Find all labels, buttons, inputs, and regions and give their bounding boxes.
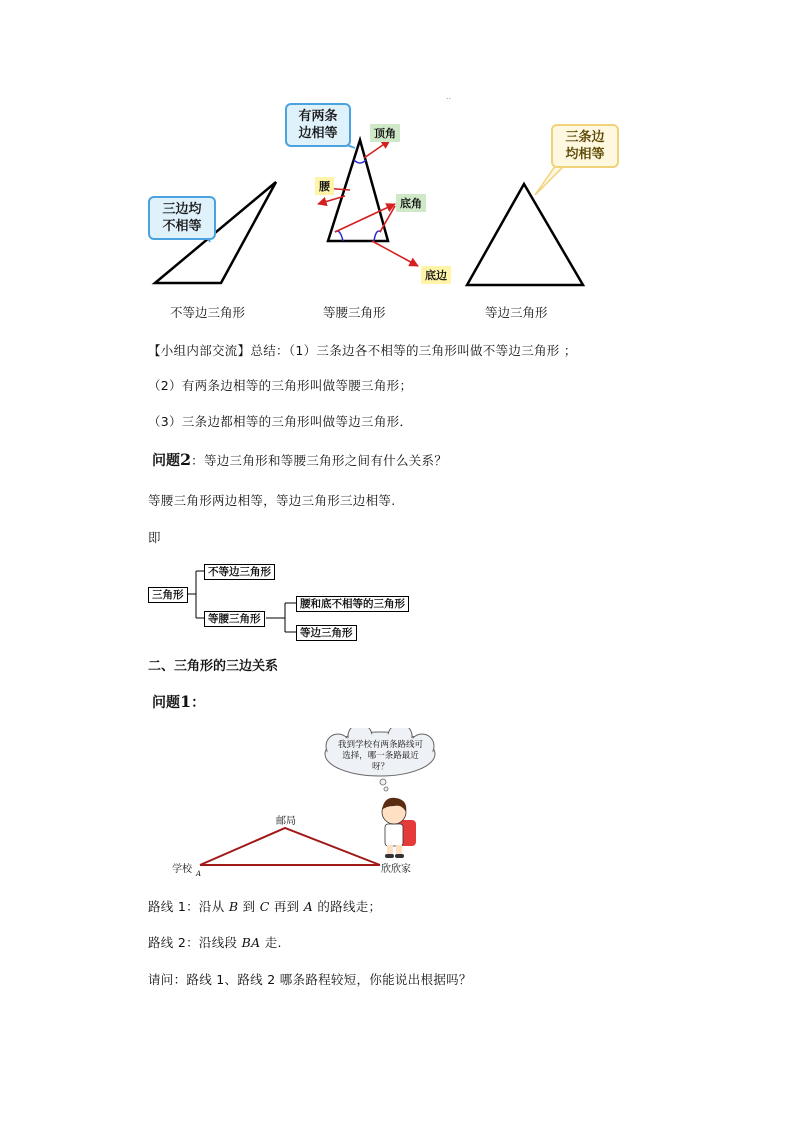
tree-leaf-non-equilateral: 腰和底不相等的三角形 — [296, 596, 409, 612]
route-1-prefix: 路线 1：沿从 — [148, 899, 225, 914]
callout-equilateral-text: 三条边 均相等 — [565, 130, 605, 162]
route-1-point-c: C — [259, 899, 270, 914]
tag-leg: 腰 — [315, 177, 334, 195]
section-2-question-label: 问题 — [152, 695, 180, 711]
route-2-text — [148, 933, 282, 951]
question-2-number: 2 — [180, 450, 192, 469]
top-mark: .. — [446, 92, 452, 101]
caption-equilateral: 等边三角形 — [485, 305, 548, 320]
route-2-prefix: 路线 2：沿线段 — [148, 935, 238, 950]
question-2 — [152, 450, 447, 470]
route-1-to: 到 — [242, 899, 256, 914]
girl-illustration — [382, 798, 416, 858]
route-1-point-a: A — [303, 899, 314, 914]
summary-line-2: （2）有两条边相等的三角形叫做等腰三角形； — [148, 378, 413, 393]
route-1-suffix: 的路线走； — [317, 899, 382, 914]
route-via-post-office — [200, 828, 380, 865]
tree-root: 三角形 — [148, 587, 188, 603]
tag-base-angle: 底角 — [396, 194, 426, 212]
tree-branch-isosceles: 等腰三角形 — [204, 611, 265, 627]
summary-line-1: 【小组内部交流】总结：（1）三条边各不相等的三角形叫做不等边三角形 ； — [148, 343, 577, 358]
route-1-point-b: B — [228, 899, 239, 914]
section-2-question-1 — [152, 692, 205, 712]
question-2-text: ：等边三角形和等腰三角形之间有什么关系？ — [191, 453, 448, 468]
section-2-question-colon: ： — [191, 695, 206, 711]
question-2-answer: 等腰三角形两边相等，等边三角形三边相等. — [148, 493, 396, 508]
tree-branch-scalene: 不等边三角形 — [204, 564, 275, 580]
equilateral-triangle — [467, 184, 583, 285]
route-1-text — [148, 897, 381, 915]
label-post-office: 邮局 — [276, 816, 296, 827]
callout-isosceles — [285, 103, 351, 147]
callout-scalene — [148, 196, 216, 240]
tag-apex-angle: 顶角 — [370, 124, 400, 142]
label-school: 学校 — [172, 864, 192, 875]
section-2-heading: 二、三角形的三边关系 — [148, 659, 279, 674]
question-2-label: 问题 — [152, 453, 180, 469]
callout-isosceles-text: 有两条 边相等 — [298, 109, 338, 141]
summary-line-3: （3）三条边都相等的三角形叫做等边三角形． — [148, 414, 413, 429]
tree-leaf-equilateral: 等边三角形 — [296, 625, 357, 641]
caption-isosceles: 等腰三角形 — [323, 305, 386, 320]
label-point-a: A — [196, 870, 202, 878]
tag-base: 底边 — [421, 266, 451, 284]
isosceles-triangle — [328, 140, 388, 241]
callout-equilateral — [551, 124, 619, 168]
route-1-then: 再到 — [273, 899, 300, 914]
route-2-segment: BA — [241, 935, 261, 950]
ji-label: 即 — [148, 530, 161, 545]
callout-scalene-text: 三边均 不相等 — [162, 202, 202, 234]
route-question: 请问：路线 1、路线 2 哪条路程较短，你能说出根据吗？ — [148, 972, 472, 987]
route-2-suffix: 走. — [264, 935, 282, 950]
thought-text: 我到学校有两条路线可选择，哪一条路最近呀？ — [338, 740, 424, 772]
label-home: 欣欣家 — [381, 864, 411, 875]
section-2-question-number: 1 — [180, 692, 192, 711]
caption-scalene: 不等边三角形 — [170, 305, 246, 320]
